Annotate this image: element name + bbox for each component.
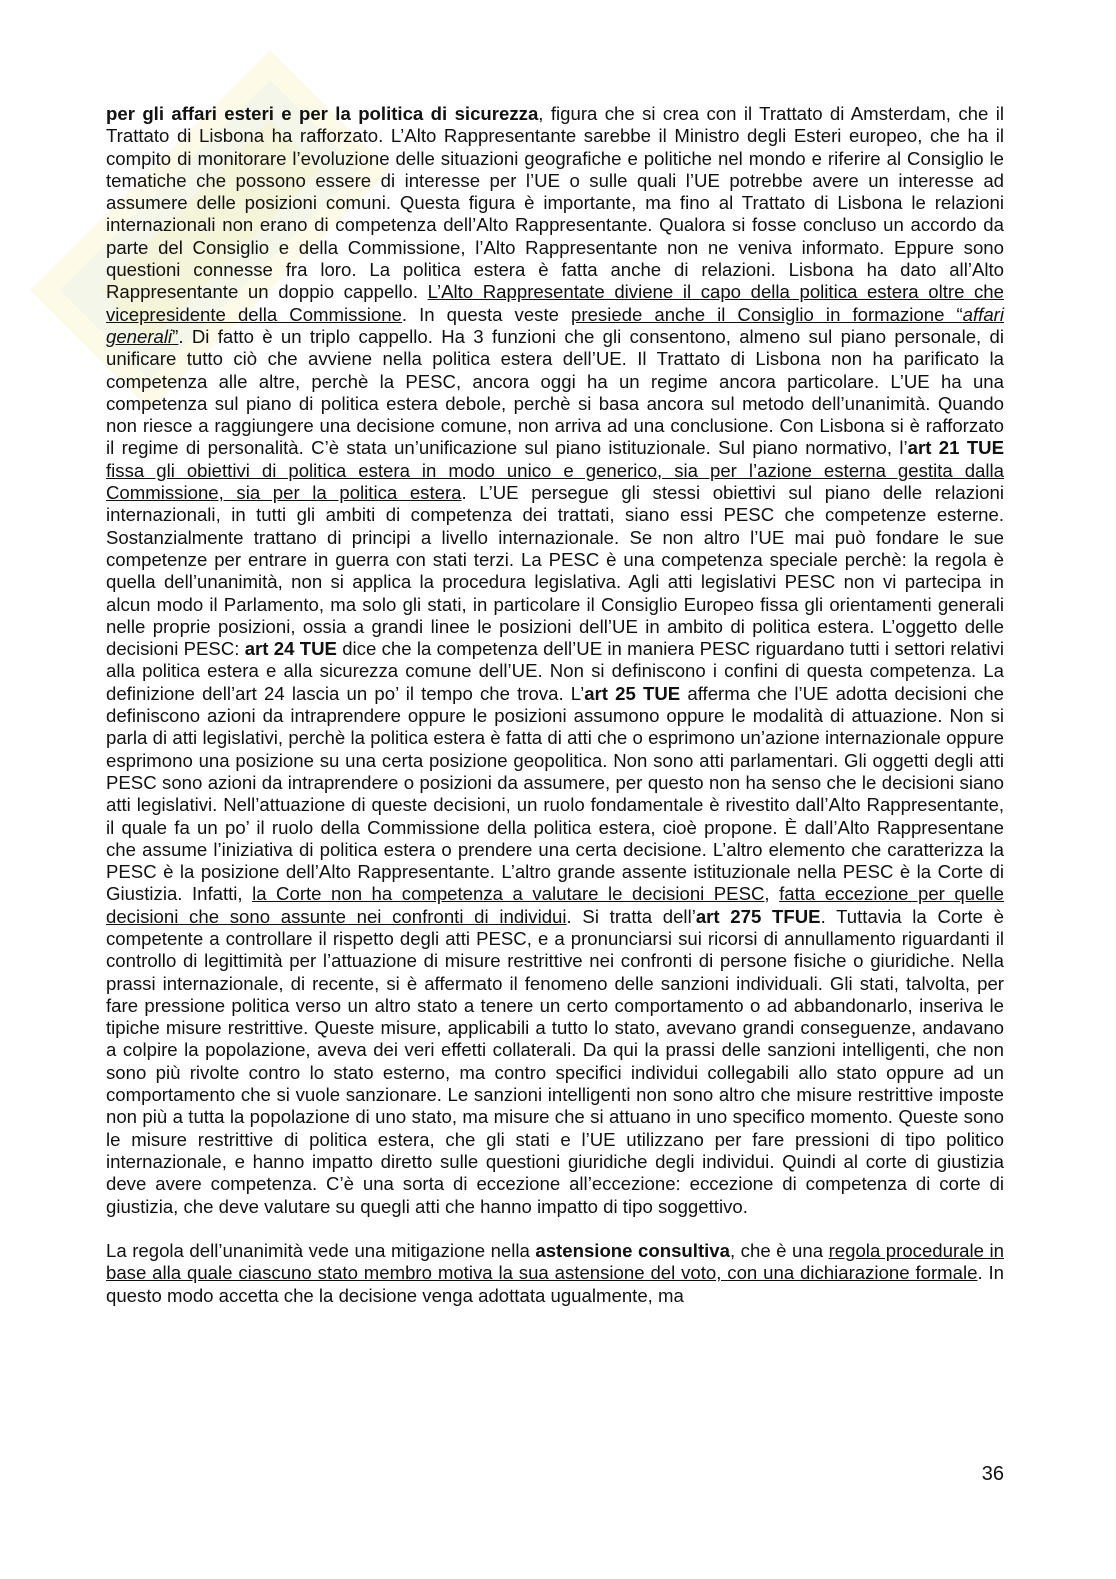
document-body — [106, 103, 1004, 1307]
bold-text: art 25 TUE — [584, 682, 681, 704]
italic-underlined-text: affari generali — [106, 303, 1005, 347]
page-number: 36 — [981, 1463, 1004, 1485]
text-run: dice che la competenza dell’UE in maniera PESC riguardano tutti i settori relativi alla politica estera e alla sicurezza comune dell’UE. Non si definiscono i confini di questa competenza. La definizione dell’art 24 lascia un po’ il tempo che trova. L’ — [106, 638, 1004, 704]
text-run: , figura che si crea con il Trattato di Amsterdam, che il Trattato di Lisbona ha rafforzato. L’Alto Rappresentante sarebbe il Ministro degli Esteri europeo, che ha il compito di monitorare l’evoluzione delle situazioni geografiche e politiche nel mondo e riferire al Consiglio le tematiche che possono essere di interesse per l’UE o sulle quali l’UE potrebbe avere un interesse ad assumere delle posizioni comuni. Questa figura è importante, ma fino al Trattato di Lisbona le relazioni internazionali non erano di competenza dell’Alto Rappresentante. Qualora si fosse concluso un accordo da parte del Consiglio e della Commissione, l’Alto Rappresentante non ne veniva informato. Eppure sono questioni connesse fra loro. La politica estera è fatta anche di relazioni. Lisbona ha dato all’Alto Rappresentante un doppio cappello. — [106, 103, 1004, 303]
underlined-text: regola procedurale in base alla quale ciascuno stato membro motiva la sua astensione del voto, con una dichiarazione formale — [106, 1240, 1004, 1284]
text-run: afferma che l’UE adotta decisioni che definiscono azioni da intraprendere oppure le posizioni assumono oppure le modalità di attuazione. Non si parla di atti legislativi, perchè la politica estera è fatta di atti che o esprimono un’azione internazionale oppure esprimono una posizione su una certa posizione geopolitica. Non sono atti parlamentari. Gli oggetti degli atti PESC sono azioni da intraprendere o posizioni da assumere, per questo non ha senso che le decisioni siano atti legislativi. Nell’attuazione di queste decisioni, un ruolo fondamentale è rivestito dall’Alto Rappresentante, il quale fa un po’ il ruolo della Commissione della politica estera, cioè propone. È dall’Alto Rappresentane che assume l’iniziativa di politica estera o prendere una certa decisione. L’altro elemento che caratterizza la PESC è la posizione dell’Alto Rappresentante. L’altro grande assente istituzionale nella PESC è la Corte di Giustizia. Infatti, — [106, 682, 1004, 905]
underlined-text: presiede anche il Consiglio in formazione “ — [571, 303, 963, 325]
bold-text: art 21 TUE — [907, 437, 1005, 459]
text-run: . Tuttavia la Corte è competente a controllare il rispetto degli atti PESC, e a pronunciarsi sui ricorsi di annullamento riguardanti il controllo di legittimità per l’attuazione di misure restrittive nei confronti di persone fisiche o giuridiche. Nella prassi internazionale, di recente, si è affermato il fenomeno delle sanzioni individuali. Gli stati, talvolta, per fare pressione politica verso un altro stato a tenere un certo comportamento o ad abbandonarlo, inseriva le tipiche misure restrittive. Queste misure, applicabili a tutto lo stato, avevano grandi conseguenze, andavano a colpire la popolazione, aveva dei veri effetti collaterali. Da qui la prassi delle sanzioni intelligenti, che non sono più rivolte contro lo stato esterno, ma contro specifici individui collegabili allo stato oppure ad un comportamento che si vuole sanzionare. Le sanzioni intelligenti non sono altro che misure restrittive imposte non più a tutta la popolazione di uno stato, ma misure che si attuano in uno specifico momento. Queste sono le misure restrittive di politica estera, che gli stati e l’UE utilizzano per fare pressioni di tipo politico internazionale, e hanno impatto diretto sulle questioni giuridiche degli individui. Quindi al corte di giustizia deve avere competenza. C’è una sorta di eccezione all’eccezione: eccezione di competenza di corte di giustizia, che deve valutare su quegli atti che hanno impatto di tipo soggettivo. — [106, 905, 1004, 1217]
text-run: . In questo modo accetta che la decisione venga adottata ugualmente, ma — [106, 1262, 1004, 1306]
text-run: . Si tratta dell’ — [566, 905, 696, 927]
underlined-text: L’Alto Rappresentate diviene il capo della politica estera oltre che vicepresidente della Commissione — [106, 281, 1004, 325]
paragraph — [106, 1240, 1004, 1307]
underlined-text: ” — [172, 325, 179, 347]
underlined-text: la Corte non ha competenza a valutare le decisioni PESC — [252, 883, 765, 905]
underlined-text: fissa gli obiettivi di politica estera in modo unico e generico, sia per l’azione esterna gestita dalla Commissione, sia per la politica estera — [106, 459, 1004, 504]
bold-text: astensione consultiva — [535, 1240, 730, 1262]
text-run: La regola dell’unanimità vede una mitigazione nella — [106, 1240, 536, 1262]
text-run: . Di fatto è un triplo cappello. Ha 3 funzioni che gli consentono, almeno sul piano personale, di unificare tutto ciò che avviene nella politica estera dell’UE. Il Trattato di Lisbona non ha parificato la competenza alle altre, perchè la PESC, ancora oggi ha un regime ancora particolare. L’UE ha una competenza sul piano di politica estera debole, perchè si basa ancora sul metodo dell’unanimità. Quando non riesce a raggiungere una decisione comune, non arriva ad una conclusione. Con Lisbona si è rafforzato il regime di personalità. C’è stata un’unificazione sul piano istituzionale. Sul piano normativo, l’ — [106, 325, 1004, 459]
text-run: . In questa veste — [401, 303, 572, 325]
underlined-text: fatta eccezione per quelle decisioni che sono assunte nei confronti di individui — [106, 883, 1004, 927]
paragraph — [106, 103, 1004, 1218]
bold-text: art 24 TUE — [244, 638, 337, 660]
text-run: . L’UE persegue gli stessi obiettivi sul piano delle relazioni internazionali, in tutti gli ambiti di competenza dei trattati, siano essi PESC che competenze esterne. Sostanzialmente trattano di principi a livello internazionale. Se non altro l’UE mai può fondare le sue competenze per entrare in guerra con stati terzi. La PESC è una competenza speciale perchè: la regola è quella dell’unanimità, non si applica la procedura legislativa. Agli atti legislativi PESC non vi partecipa in alcun modo il Parlamento, ma solo gli stati, in particolare il Consiglio Europeo fissa gli orientamenti generali nelle proprie posizioni, ossia a grandi linee le posizioni dell’UE in ambito di politica estera. L’oggetto delle decisioni PESC: — [106, 482, 1004, 660]
bold-text: per gli affari esteri e per la politica di sicurezza — [106, 103, 539, 124]
text-run: , — [764, 883, 780, 905]
bold-text: art 275 TFUE — [695, 905, 821, 927]
text-run: , che è una — [730, 1240, 829, 1262]
